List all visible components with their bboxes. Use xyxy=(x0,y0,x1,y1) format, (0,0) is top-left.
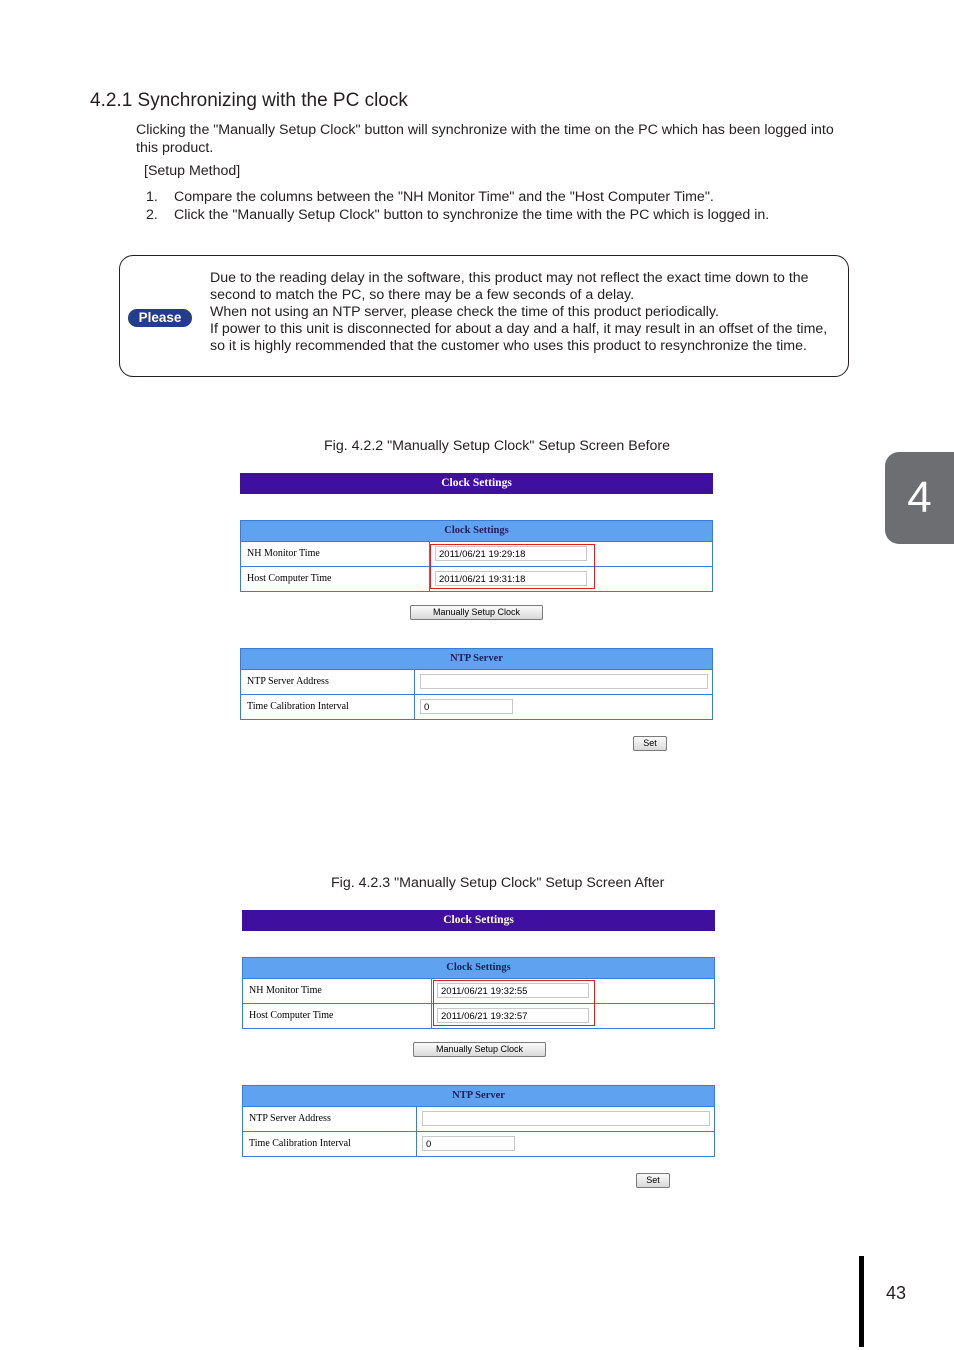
note-line: When not using an NTP server, please check the time of this product periodically. xyxy=(210,304,719,320)
intro-line: Clicking the "Manually Setup Clock" button will synchronize with the time on the PC which has been logged into xyxy=(136,122,834,138)
figure-caption: Fig. 4.2.3 "Manually Setup Clock" Setup Screen After xyxy=(331,875,665,891)
manually-setup-clock-button[interactable]: Manually Setup Clock xyxy=(413,1042,546,1057)
step-text: Click the "Manually Setup Clock" button to synchronize the time with the PC which is logged in. xyxy=(174,207,770,223)
page-number-bar xyxy=(859,1256,864,1347)
nh-monitor-time-field[interactable]: 2011/06/21 19:29:18 xyxy=(435,546,587,561)
time-calibration-interval-input[interactable]: 0 xyxy=(422,1136,515,1151)
chapter-tab: 4 xyxy=(885,452,954,544)
step-number: 1. xyxy=(146,189,158,205)
manually-setup-clock-button[interactable]: Manually Setup Clock xyxy=(410,605,543,620)
setup-method-label: [Setup Method] xyxy=(144,163,241,179)
time-calibration-interval-label: Time Calibration Interval xyxy=(241,695,415,719)
ntp-table-title: NTP Server xyxy=(243,1086,714,1107)
note-line: so it is highly recommended that the customer who uses this product to resynchronize the time. xyxy=(210,338,807,354)
time-calibration-interval-label: Time Calibration Interval xyxy=(243,1132,417,1156)
clock-settings-screen-after xyxy=(242,910,715,1200)
figure-caption: Fig. 4.2.2 "Manually Setup Clock" Setup Screen Before xyxy=(324,438,671,454)
set-button[interactable]: Set xyxy=(633,736,667,751)
note-line: If power to this unit is disconnected for about a day and a half, it may result in an offset of the time, xyxy=(210,321,828,337)
intro-line: this product. xyxy=(136,140,214,156)
nh-monitor-time-field[interactable]: 2011/06/21 19:32:55 xyxy=(437,983,589,998)
clock-table-title: Clock Settings xyxy=(243,958,714,979)
ntp-table-title: NTP Server xyxy=(241,649,712,670)
time-calibration-interval-input[interactable]: 0 xyxy=(420,699,513,714)
highlight-box xyxy=(430,544,595,589)
table-row xyxy=(243,1107,714,1132)
table-row xyxy=(241,670,712,695)
clock-settings-header: Clock Settings xyxy=(242,910,715,931)
host-computer-time-field[interactable]: 2011/06/21 19:32:57 xyxy=(437,1008,589,1023)
host-computer-time-field[interactable]: 2011/06/21 19:31:18 xyxy=(435,571,587,586)
ntp-server-address-input[interactable] xyxy=(422,1111,710,1126)
highlight-box xyxy=(433,980,595,1026)
nh-monitor-time-label: NH Monitor Time xyxy=(243,979,432,1003)
please-badge: Please xyxy=(128,309,192,327)
clock-settings-screen-before xyxy=(240,473,713,763)
clock-table-title: Clock Settings xyxy=(241,521,712,542)
table-row xyxy=(241,695,712,719)
nh-monitor-time-label: NH Monitor Time xyxy=(241,542,430,566)
host-computer-time-label: Host Computer Time xyxy=(241,567,430,591)
ntp-server-address-input[interactable] xyxy=(420,674,708,689)
ntp-server-address-label: NTP Server Address xyxy=(241,670,415,694)
page-number: 43 xyxy=(886,1283,907,1303)
section-heading: 4.2.1 Synchronizing with the PC clock xyxy=(90,90,408,111)
step-number: 2. xyxy=(146,207,158,223)
clock-settings-header: Clock Settings xyxy=(240,473,713,494)
table-row xyxy=(243,1132,714,1156)
step-text: Compare the columns between the "NH Monitor Time" and the "Host Computer Time". xyxy=(174,189,714,205)
ntp-server-table xyxy=(242,1085,715,1157)
intro-paragraph xyxy=(136,121,876,157)
note-line: Due to the reading delay in the software, this product may not reflect the exact time down to the xyxy=(210,270,809,286)
host-computer-time-label: Host Computer Time xyxy=(243,1004,432,1028)
note-line: second to match the PC, so there may be a few seconds of a delay. xyxy=(210,287,635,303)
step-item xyxy=(146,207,866,225)
note-text xyxy=(210,270,850,355)
set-button[interactable]: Set xyxy=(636,1173,670,1188)
ntp-server-table xyxy=(240,648,713,720)
step-item xyxy=(146,189,866,207)
ntp-server-address-label: NTP Server Address xyxy=(243,1107,417,1131)
